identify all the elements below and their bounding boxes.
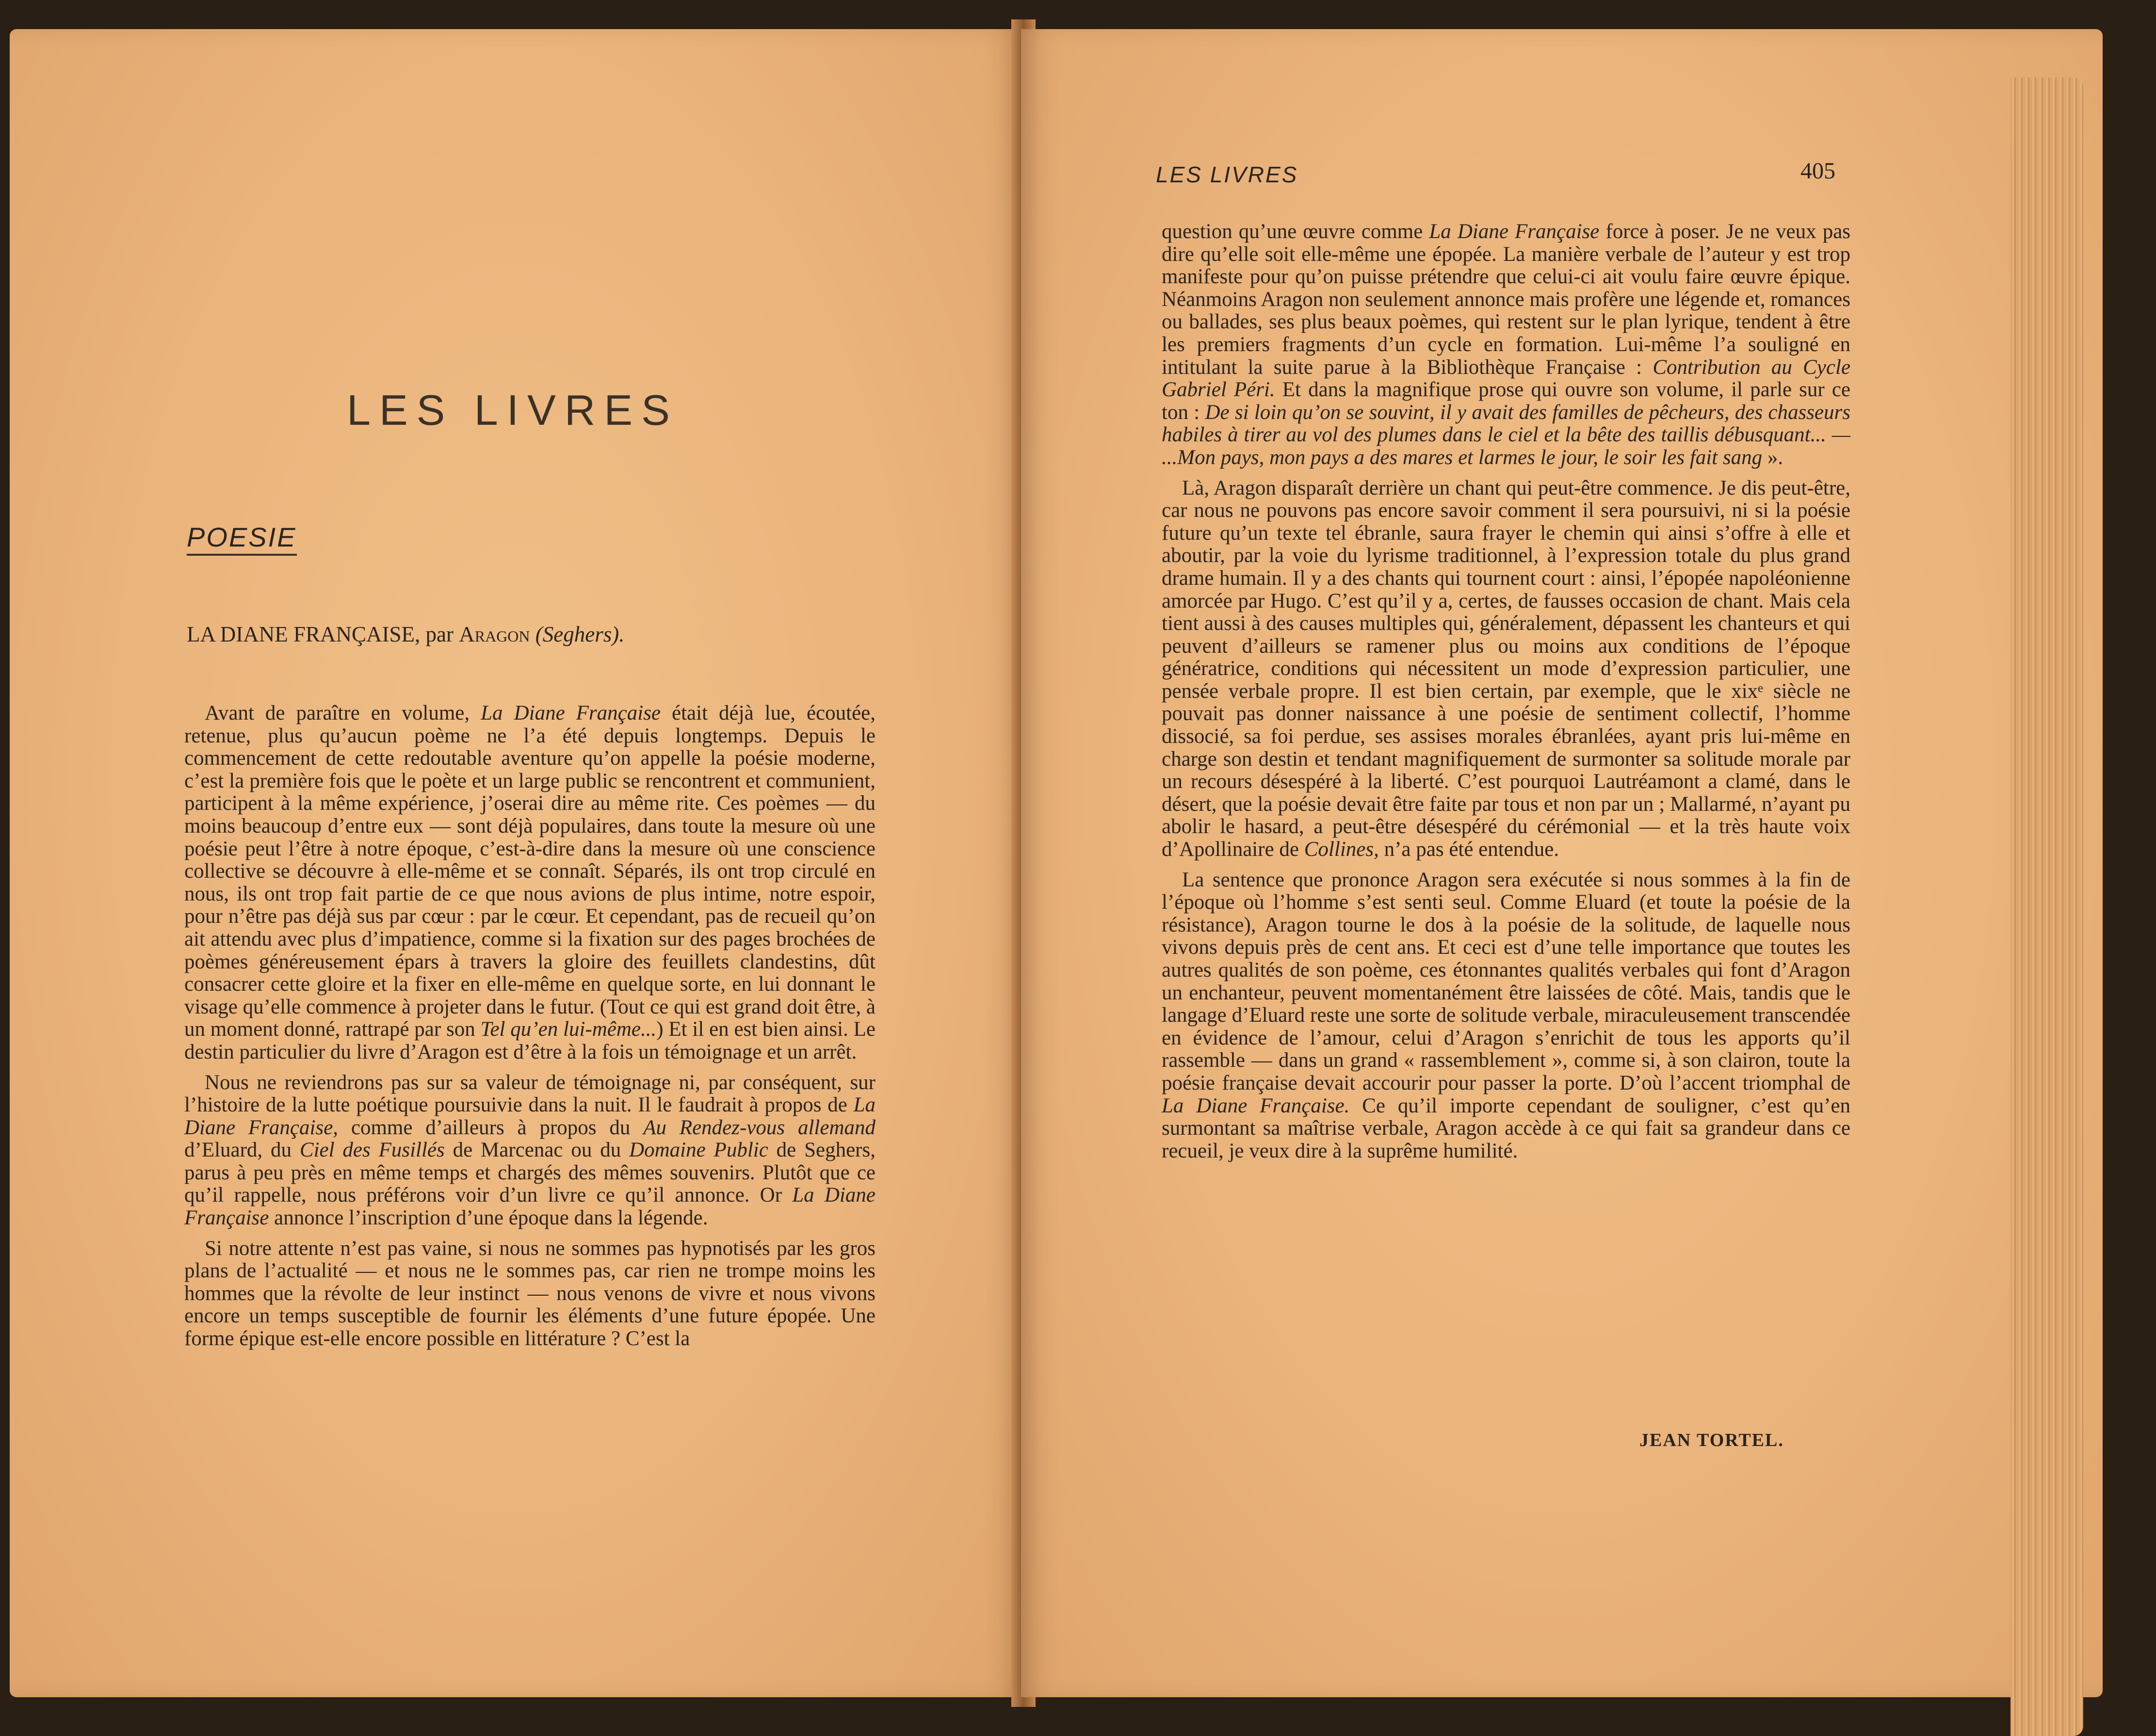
paragraph: Là, Aragon disparaît derrière un chant qui peut-être commence. Je dis peut-être, car nous ne pouvons pas encore savoir comment il sera poursuivi, ni si la poésie future qu’un texte tel ébranle, saura frayer le chemin qui ainsi s’offre à elle et aboutir, par la voie du lyrisme traditionnel, à l’expression totale du plus grand drame humain. Il y a des chants qui tournent court : ainsi, l’épopée napoléonienne amorcée par Hugo. C’est qu’il y a, certes, de fausses occasion de chant. Mais cela tient aussi à des causes multiples qui, généralement, dépassent les chanteurs et qui peuvent d’ailleurs se ramener plus ou moins aux conditions de l’époque génératrice, conditions qui nécessitent un mode d’expression particulier, une pensée verbale propre. Il est bien certain, par exemple, que le xixᵉ siècle ne pouvait pas donner naissance à une poésie de sentiment collectif, l’homme dissocié, sa foi perdue, ses assises morales ébranlées, ayant pris lui-même en charge son destin et tendant magnifiquement de surmonter sa solitude morale par un recours désespéré à la liberté. C’est pourquoi Lautréamont a clamé, dans le désert, que la poésie devait être faite par tous et non par un ; Mallarmé, n’ayant pu abolir le hasard, a peut-être désespéré du cérémonial — et la très haute voix d’Apollinaire de Collines, n’a pas été entendue.	[1162, 476, 1850, 861]
left-body-text	[184, 702, 875, 1350]
section-heading: POESIE	[187, 521, 297, 556]
running-head: LES LIVRES	[1156, 162, 1298, 187]
book-author: Aragon	[459, 622, 530, 646]
paragraph: Si notre attente n’est pas vaine, si nous ne sommes pas hypnotisés par les gros plans de l’actualité — et nous ne le sommes pas, car rien ne trompe moins les hommes que la révolte de leur instinct — nous venons de vivre et nous vivons encore un temps susceptible de fournir les éléments d’une future épopée. Une forme épique est-elle encore possible en littérature ? C’est la	[184, 1237, 875, 1350]
paragraph: Avant de paraître en volume, La Diane Française était déjà lue, écoutée, retenue, plus qu’aucun poème ne l’a été depuis longtemps. Depuis le commencement de cette redoutable aventure qu’on appelle la poésie moderne, c’est la première fois que le poète et un large public se rencontrent et communient, participent à la même expérience, j’oserai dire au même rite. Ces poèmes — du moins beaucoup d’entre eux — sont déjà populaires, dans toute la mesure où une poésie peut l’être à notre époque, c’est-à-dire dans la mesure où une conscience collective se découvre à elle-même et se connaît. Séparés, ils ont trop circulé en nous, ils ont trop fait partie de ce que nous avions de plus intime, notre espoir, pour n’être pas déjà sus par cœur : par le cœur. Et cependant, pas de recueil qu’on ait attendu avec plus d’impatience, comme si la fixation sur des pages brochées de poèmes généreusement épars à travers la gloire des feuillets clandestins, dût consacrer cette gloire et la fixer en elle-même en quelque sorte, en lui donnant le visage qu’elle commence à projeter dans le futur. (Tout ce qui est grand doit être, à un moment donné, rattrapé par son Tel qu’en lui-même...) Et il en est bien ainsi. Le destin particulier du livre d’Aragon est d’être à la fois un témoignage et un arrêt.	[184, 702, 875, 1063]
paragraph: question qu’une œuvre comme La Diane Française force à poser. Je ne veux pas dire qu’elle soit elle-même une épopée. La manière verbale de l’auteur y est trop manifeste pour qu’on puisse prétendre que celui-ci ait voulu faire œuvre épique. Néanmoins Aragon non seulement annonce mais profère une légende et, romances ou ballades, ses plus beaux poèmes, qui restent sur le plan lyrique, tendent à être les premiers fragments d’un cycle en formation. Lui-même l’a souligné en intitulant la suite parue à la Bibliothèque Française : Contribution au Cycle Gabriel Péri. Et dans la magnifique prose qui ouvre son volume, il parle sur ce ton : De si loin qu’on se souvint, il y avait des familles de pêcheurs, des chasseurs habiles à tirer au vol des plumes dans le ciel et la bête des taillis débusquant... — ...Mon pays, mon pays a des mares et larmes le jour, le soir les fait sang ».	[1162, 220, 1851, 469]
page-number: 405	[1800, 158, 1835, 184]
page-edges	[2010, 78, 2083, 1736]
paragraph: La sentence que prononce Aragon sera exécutée si nous sommes à la fin de l’époque où l’homme s’est senti seul. Comme Eluard (et toute la poésie de la résistance), Aragon tourne le dos à la poésie de la solitude, de laquelle nous vivons depuis près de cent ans. Et ceci est d’une telle importance que toutes les autres qualités de son poème, ces étonnantes qualités verbales qui font d’Aragon un enchanteur, peuvent momentanément être laissées de côté. Mais, tandis que le langage d’Eluard reste une sorte de solitude verbale, miraculeusement transcendée en évidence de l’amour, celui d’Aragon s’enrichit de tous les apports qu’il rassemble — dans un grand « rassemblement », comme si, à son clairon, toute la poésie française devait accourir pour passer la porte. D’où l’accent triomphal de La Diane Française. Ce qu’il importe cependant de souligner, c’est qu’en surmontant sa maîtrise verbale, Aragon accède à ce qui fait sa grandeur dans ce recueil, je veux dire à la suprême humilité.	[1162, 868, 1851, 1162]
page-title: LES LIVRES	[347, 386, 679, 434]
book-by: par	[425, 622, 454, 646]
right-body-text	[1162, 221, 1850, 1162]
paragraph: Nous ne reviendrons pas sur sa valeur de témoignage ni, par conséquent, sur l’histoire de la lutte poétique poursuivie dans la nuit. Il le faudrait à propos de La Diane Française, comme d’ailleurs à propos du Au Rendez-vous allemand d’Eluard, du Ciel des Fusillés de Marcenac ou du Domaine Public de Seghers, parus à peu près en même temps et chargés des mêmes souvenirs. Plutôt que ce qu’il rappelle, nous préférons voir d’un livre ce qu’il annonce. Or La Diane Française annonce l’inscription d’une époque dans la légende.	[184, 1071, 876, 1230]
author-signature: JEAN TORTEL.	[1639, 1430, 1784, 1450]
book-reference	[187, 622, 624, 647]
book-publisher: (Seghers).	[535, 622, 625, 646]
book-title: LA DIANE FRANÇAISE,	[187, 622, 421, 646]
